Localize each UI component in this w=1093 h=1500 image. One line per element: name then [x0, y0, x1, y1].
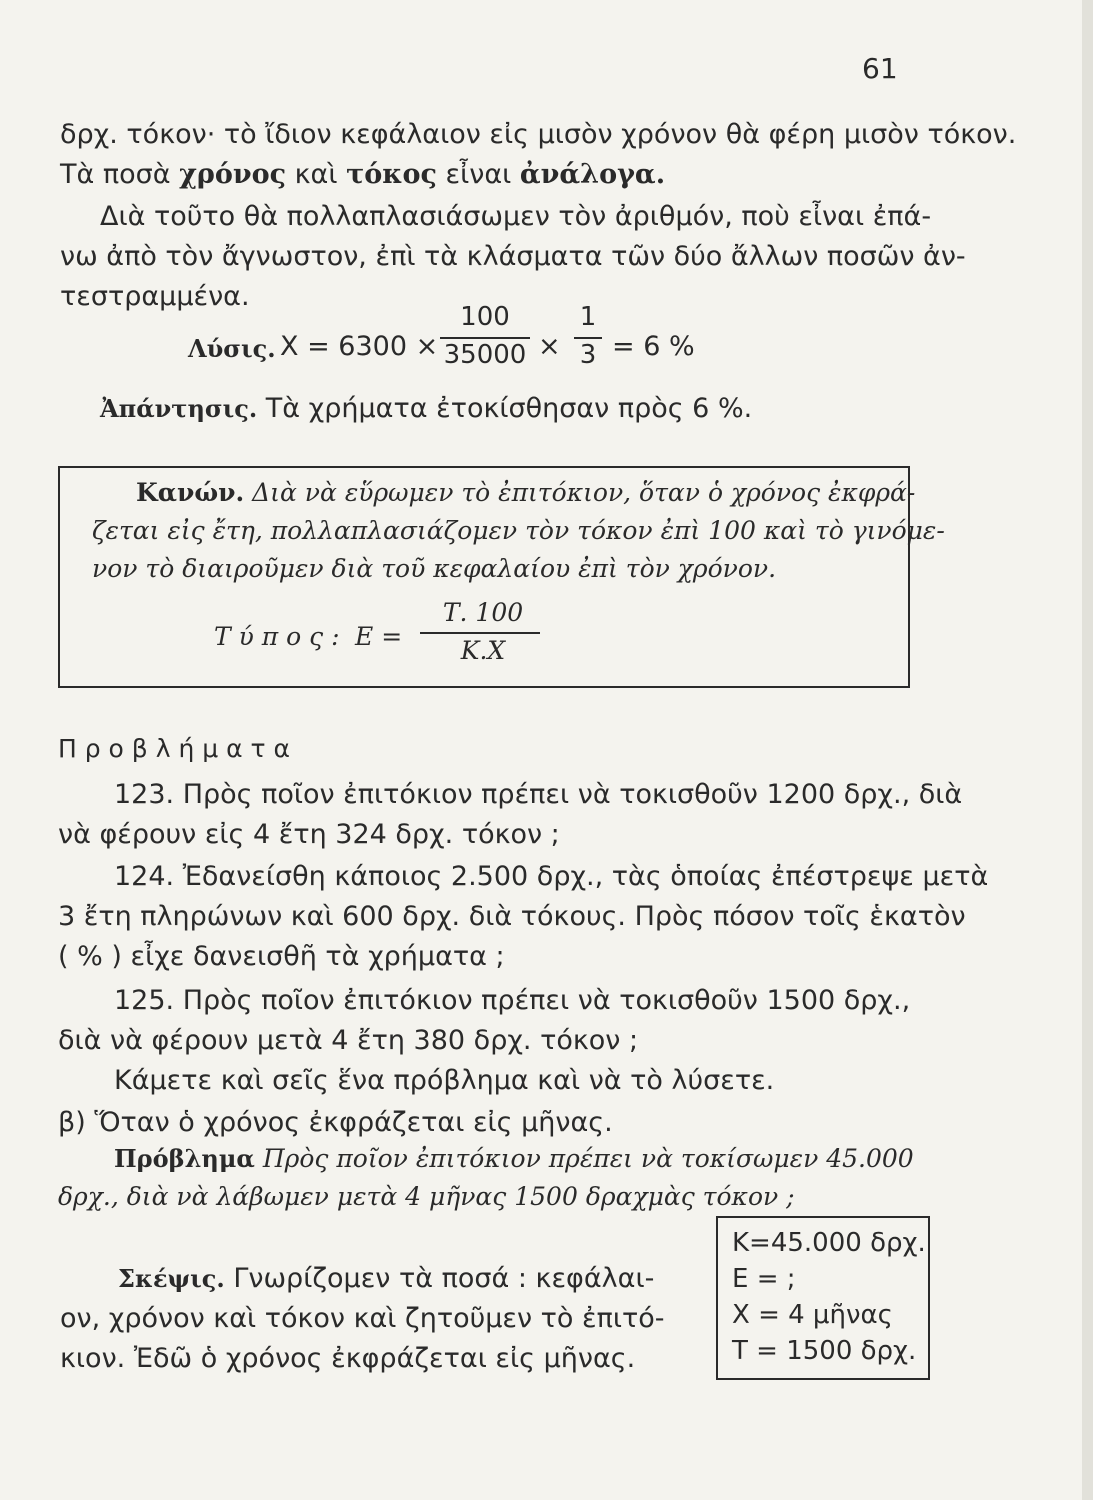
rule-line-3: νον τὸ διαιροῦμεν διὰ τοῦ κεφαλαίου ἐπὶ τὸν χρόνον.	[92, 554, 777, 583]
intro-line-4: νω ἀπὸ τὸν ἄγνωστον, ἐπὶ τὰ κλάσματα τῶν δύο ἄλλων ποσῶν ἀν-	[60, 241, 966, 272]
answer-text: Τὰ χρήματα ἐτοκίσθησαν πρὸς 6 %.	[257, 393, 753, 424]
intro-line-2	[60, 158, 665, 192]
fraction-1-bar	[440, 337, 530, 339]
thinking-line-3: κιον. Ἐδῶ ὁ χρόνος ἐκφράζεται εἰς μῆνας.	[60, 1343, 636, 1374]
intro-text: Τὰ ποσὰ	[60, 159, 180, 190]
emph-time: χρόνος	[179, 159, 287, 190]
intro-line-1: δρχ. τόκον· τὸ ἴδιον κεφάλαιον εἰς μισὸν χρόνον θὰ φέρη μισὸν τόκον.	[60, 119, 1017, 150]
section-b-heading: β) Ὅταν ὁ χρόνος ἐκφράζεται εἰς μῆνας.	[58, 1107, 613, 1138]
intro-line-3: Διὰ τοῦτο θὰ πολλαπλασιάσωμεν τὸν ἀριθμόν, ποὺ εἶναι ἐπά-	[100, 201, 932, 232]
thinking-line-2: ον, χρόνον καὶ τόκον καὶ ζητοῦμεν τὸ ἐπιτό-	[60, 1303, 665, 1334]
problems-heading: Π ρ ο β λ ή μ α τ α	[58, 734, 290, 763]
problem-124-line-3: ( % ) εἶχε δανεισθῆ τὰ χρήματα ;	[58, 941, 505, 972]
given-data-box	[716, 1216, 930, 1380]
formula-label: Τ ύ π ο ς :	[214, 622, 340, 651]
own-problem-line: Κάμετε καὶ σεῖς ἕνα πρόβλημα καὶ νὰ τὸ λύσετε.	[114, 1065, 775, 1096]
problem-label: Πρόβλημα	[114, 1144, 255, 1173]
page-number: 61	[862, 52, 898, 85]
problem-text: Πρὸς ποῖον ἐπιτόκιον πρέπει νὰ τοκίσωμεν 45.000	[254, 1144, 914, 1173]
given-capital: Κ=45.000 δρχ.	[732, 1228, 926, 1258]
fraction-2-numerator: 1	[579, 302, 597, 332]
fraction-2-denominator: 3	[579, 340, 597, 370]
thinking-text: Γνωρίζομεν τὰ ποσά : κεφάλαι-	[224, 1263, 655, 1294]
solution-label: Λύσις.	[188, 334, 276, 363]
problem-123-line-1: 123. Πρὸς ποῖον ἐπιτόκιον πρέπει νὰ τοκισθοῦν 1200 δρχ., διὰ	[114, 779, 963, 810]
problem-124-line-1: 124. Ἐδανείσθη κάποιος 2.500 δρχ., τὰς ὁποίας ἐπέστρεψε μετὰ	[114, 861, 989, 892]
thinking-line-1	[118, 1262, 654, 1296]
page-edge	[1082, 0, 1093, 1500]
given-interest: Τ = 1500 δρχ.	[732, 1336, 917, 1366]
intro-text: καὶ	[286, 159, 347, 190]
problem-124-line-2: 3 ἔτη πληρώνων καὶ 600 δρχ. διὰ τόκους. Πρὸς πόσον τοῖς ἑκατὸν	[58, 901, 966, 932]
problem-125-line-2: διὰ νὰ φέρουν μετὰ 4 ἔτη 380 δρχ. τόκον ;	[58, 1025, 639, 1056]
rule-text: Διὰ νὰ εὕρωμεν τὸ ἐπιτόκιον, ὅταν ὁ χρόνος ἐκφρά-	[244, 478, 916, 507]
formula-denominator: Κ.Χ	[460, 636, 506, 665]
given-rate: Ε = ;	[732, 1264, 796, 1294]
times-sign: ×	[538, 331, 561, 362]
fraction-1-numerator: 100	[460, 302, 510, 332]
rule-line-2: ζεται εἰς ἔτη, πολλαπλασιάζομεν τὸν τόκον ἐπὶ 100 καὶ τὸ γινόμε-	[92, 516, 945, 545]
problem-line-2: δρχ., διὰ νὰ λάβωμεν μετὰ 4 μῆνας 1500 δραχμὰς τόκον ;	[58, 1182, 795, 1211]
intro-line-5: τεστραμμένα.	[60, 281, 250, 312]
problem-123-line-2: νὰ φέρουν εἰς 4 ἔτη 324 δρχ. τόκον ;	[58, 819, 560, 850]
problem-125-line-1: 125. Πρὸς ποῖον ἐπιτόκιον πρέπει νὰ τοκισθοῦν 1500 δρχ.,	[114, 985, 911, 1016]
answer-line	[100, 392, 752, 426]
problem-line-1	[114, 1142, 914, 1176]
emph-interest: τόκος	[346, 159, 437, 190]
fraction-1-denominator: 35000	[443, 340, 527, 370]
rule-label: Κανών.	[136, 478, 245, 507]
intro-text: εἶναι	[436, 159, 520, 190]
formula-numerator: Τ. 100	[442, 598, 524, 627]
solution-result: = 6 %	[612, 331, 695, 362]
formula-lhs: Ε =	[355, 622, 403, 651]
thinking-label: Σκέψις.	[118, 1264, 225, 1293]
emph-proportional: ἀνάλογα.	[519, 159, 666, 190]
answer-label: Ἀπάντησις.	[100, 394, 258, 423]
given-time: Χ = 4 μῆνας	[732, 1300, 893, 1330]
rule-line-1	[136, 476, 915, 510]
fraction-2-bar	[574, 337, 602, 339]
solution-expression: X = 6300 ×	[280, 331, 439, 362]
